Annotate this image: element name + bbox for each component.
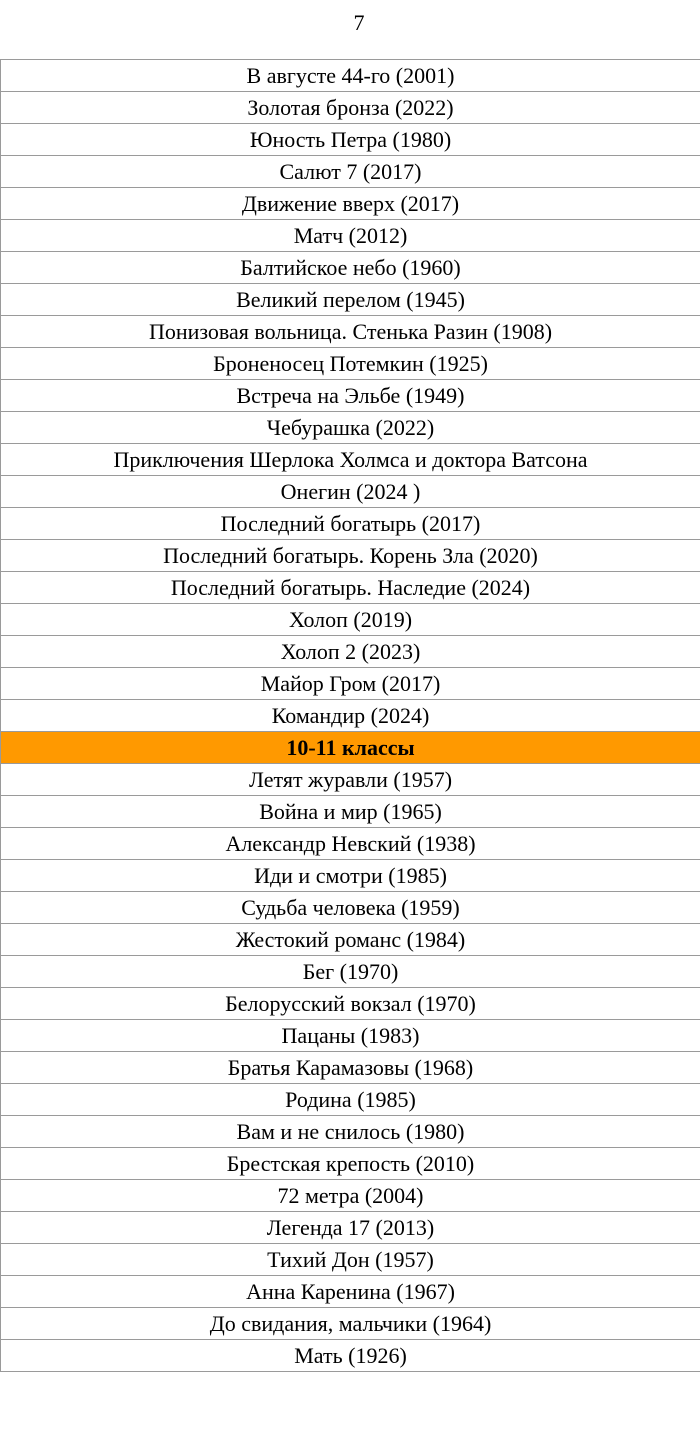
film-title-cell: Балтийское небо (1960) — [1, 252, 700, 284]
film-title-cell: Мать (1926) — [1, 1340, 700, 1372]
film-title-cell: Золотая бронза (2022) — [1, 92, 700, 124]
section-header-row — [1, 732, 700, 764]
film-list-body — [1, 60, 700, 1372]
table-row — [1, 764, 700, 796]
film-title-cell: Родина (1985) — [1, 1084, 700, 1116]
table-row — [1, 1308, 700, 1340]
table-row — [1, 956, 700, 988]
table-row — [1, 1148, 700, 1180]
table-row — [1, 828, 700, 860]
table-row — [1, 124, 700, 156]
film-title-cell: Приключения Шерлока Холмса и доктора Ватсона — [1, 444, 700, 476]
table-row — [1, 220, 700, 252]
table-row — [1, 700, 700, 732]
film-title-cell: Тихий Дон (1957) — [1, 1244, 700, 1276]
film-title-cell: Холоп 2 (2023) — [1, 636, 700, 668]
film-title-cell: Движение вверх (2017) — [1, 188, 700, 220]
table-row — [1, 1052, 700, 1084]
film-title-cell: Иди и смотри (1985) — [1, 860, 700, 892]
table-row — [1, 284, 700, 316]
table-row — [1, 444, 700, 476]
film-title-cell: Юность Петра (1980) — [1, 124, 700, 156]
table-row — [1, 60, 700, 92]
film-title-cell: Майор Гром (2017) — [1, 668, 700, 700]
film-title-cell: Чебурашка (2022) — [1, 412, 700, 444]
film-title-cell: Онегин (2024 ) — [1, 476, 700, 508]
table-row — [1, 508, 700, 540]
table-row — [1, 892, 700, 924]
film-title-cell: Анна Каренина (1967) — [1, 1276, 700, 1308]
film-title-cell: Броненосец Потемкин (1925) — [1, 348, 700, 380]
table-row — [1, 540, 700, 572]
table-row — [1, 1084, 700, 1116]
film-title-cell: Последний богатырь. Наследие (2024) — [1, 572, 700, 604]
film-title-cell: Холоп (2019) — [1, 604, 700, 636]
film-title-cell: Война и мир (1965) — [1, 796, 700, 828]
table-row — [1, 1340, 700, 1372]
film-title-cell: Жестокий романс (1984) — [1, 924, 700, 956]
table-row — [1, 252, 700, 284]
film-title-cell: Вам и не снилось (1980) — [1, 1116, 700, 1148]
section-header-cell: 10-11 классы — [1, 732, 700, 764]
table-row — [1, 380, 700, 412]
film-title-cell: До свидания, мальчики (1964) — [1, 1308, 700, 1340]
film-title-cell: Встреча на Эльбе (1949) — [1, 380, 700, 412]
film-title-cell: Понизовая вольница. Стенька Разин (1908) — [1, 316, 700, 348]
table-row — [1, 1244, 700, 1276]
table-row — [1, 924, 700, 956]
table-row — [1, 796, 700, 828]
film-title-cell: Судьба человека (1959) — [1, 892, 700, 924]
table-row — [1, 860, 700, 892]
film-title-cell: Великий перелом (1945) — [1, 284, 700, 316]
film-title-cell: Последний богатырь (2017) — [1, 508, 700, 540]
table-row — [1, 668, 700, 700]
film-title-cell: Брестская крепость (2010) — [1, 1148, 700, 1180]
film-title-cell: Салют 7 (2017) — [1, 156, 700, 188]
table-row — [1, 412, 700, 444]
film-title-cell: Братья Карамазовы (1968) — [1, 1052, 700, 1084]
table-row — [1, 604, 700, 636]
film-title-cell: Бег (1970) — [1, 956, 700, 988]
film-title-cell: 72 метра (2004) — [1, 1180, 700, 1212]
table-row — [1, 316, 700, 348]
table-row — [1, 1020, 700, 1052]
table-row — [1, 476, 700, 508]
film-title-cell: Последний богатырь. Корень Зла (2020) — [1, 540, 700, 572]
table-row — [1, 92, 700, 124]
film-title-cell: Александр Невский (1938) — [1, 828, 700, 860]
film-title-cell: Легенда 17 (2013) — [1, 1212, 700, 1244]
film-title-cell: Матч (2012) — [1, 220, 700, 252]
table-row — [1, 636, 700, 668]
table-row — [1, 572, 700, 604]
film-title-cell: В августе 44-го (2001) — [1, 60, 700, 92]
table-row — [1, 156, 700, 188]
film-list-table — [0, 59, 700, 1372]
table-row — [1, 348, 700, 380]
page-number: 7 — [353, 10, 365, 35]
film-title-cell: Командир (2024) — [1, 700, 700, 732]
film-title-cell: Белорусский вокзал (1970) — [1, 988, 700, 1020]
table-row — [1, 988, 700, 1020]
film-title-cell: Пацаны (1983) — [1, 1020, 700, 1052]
film-title-cell: Летят журавли (1957) — [1, 764, 700, 796]
table-row — [1, 188, 700, 220]
table-row — [1, 1116, 700, 1148]
table-row — [1, 1180, 700, 1212]
table-row — [1, 1276, 700, 1308]
table-row — [1, 1212, 700, 1244]
